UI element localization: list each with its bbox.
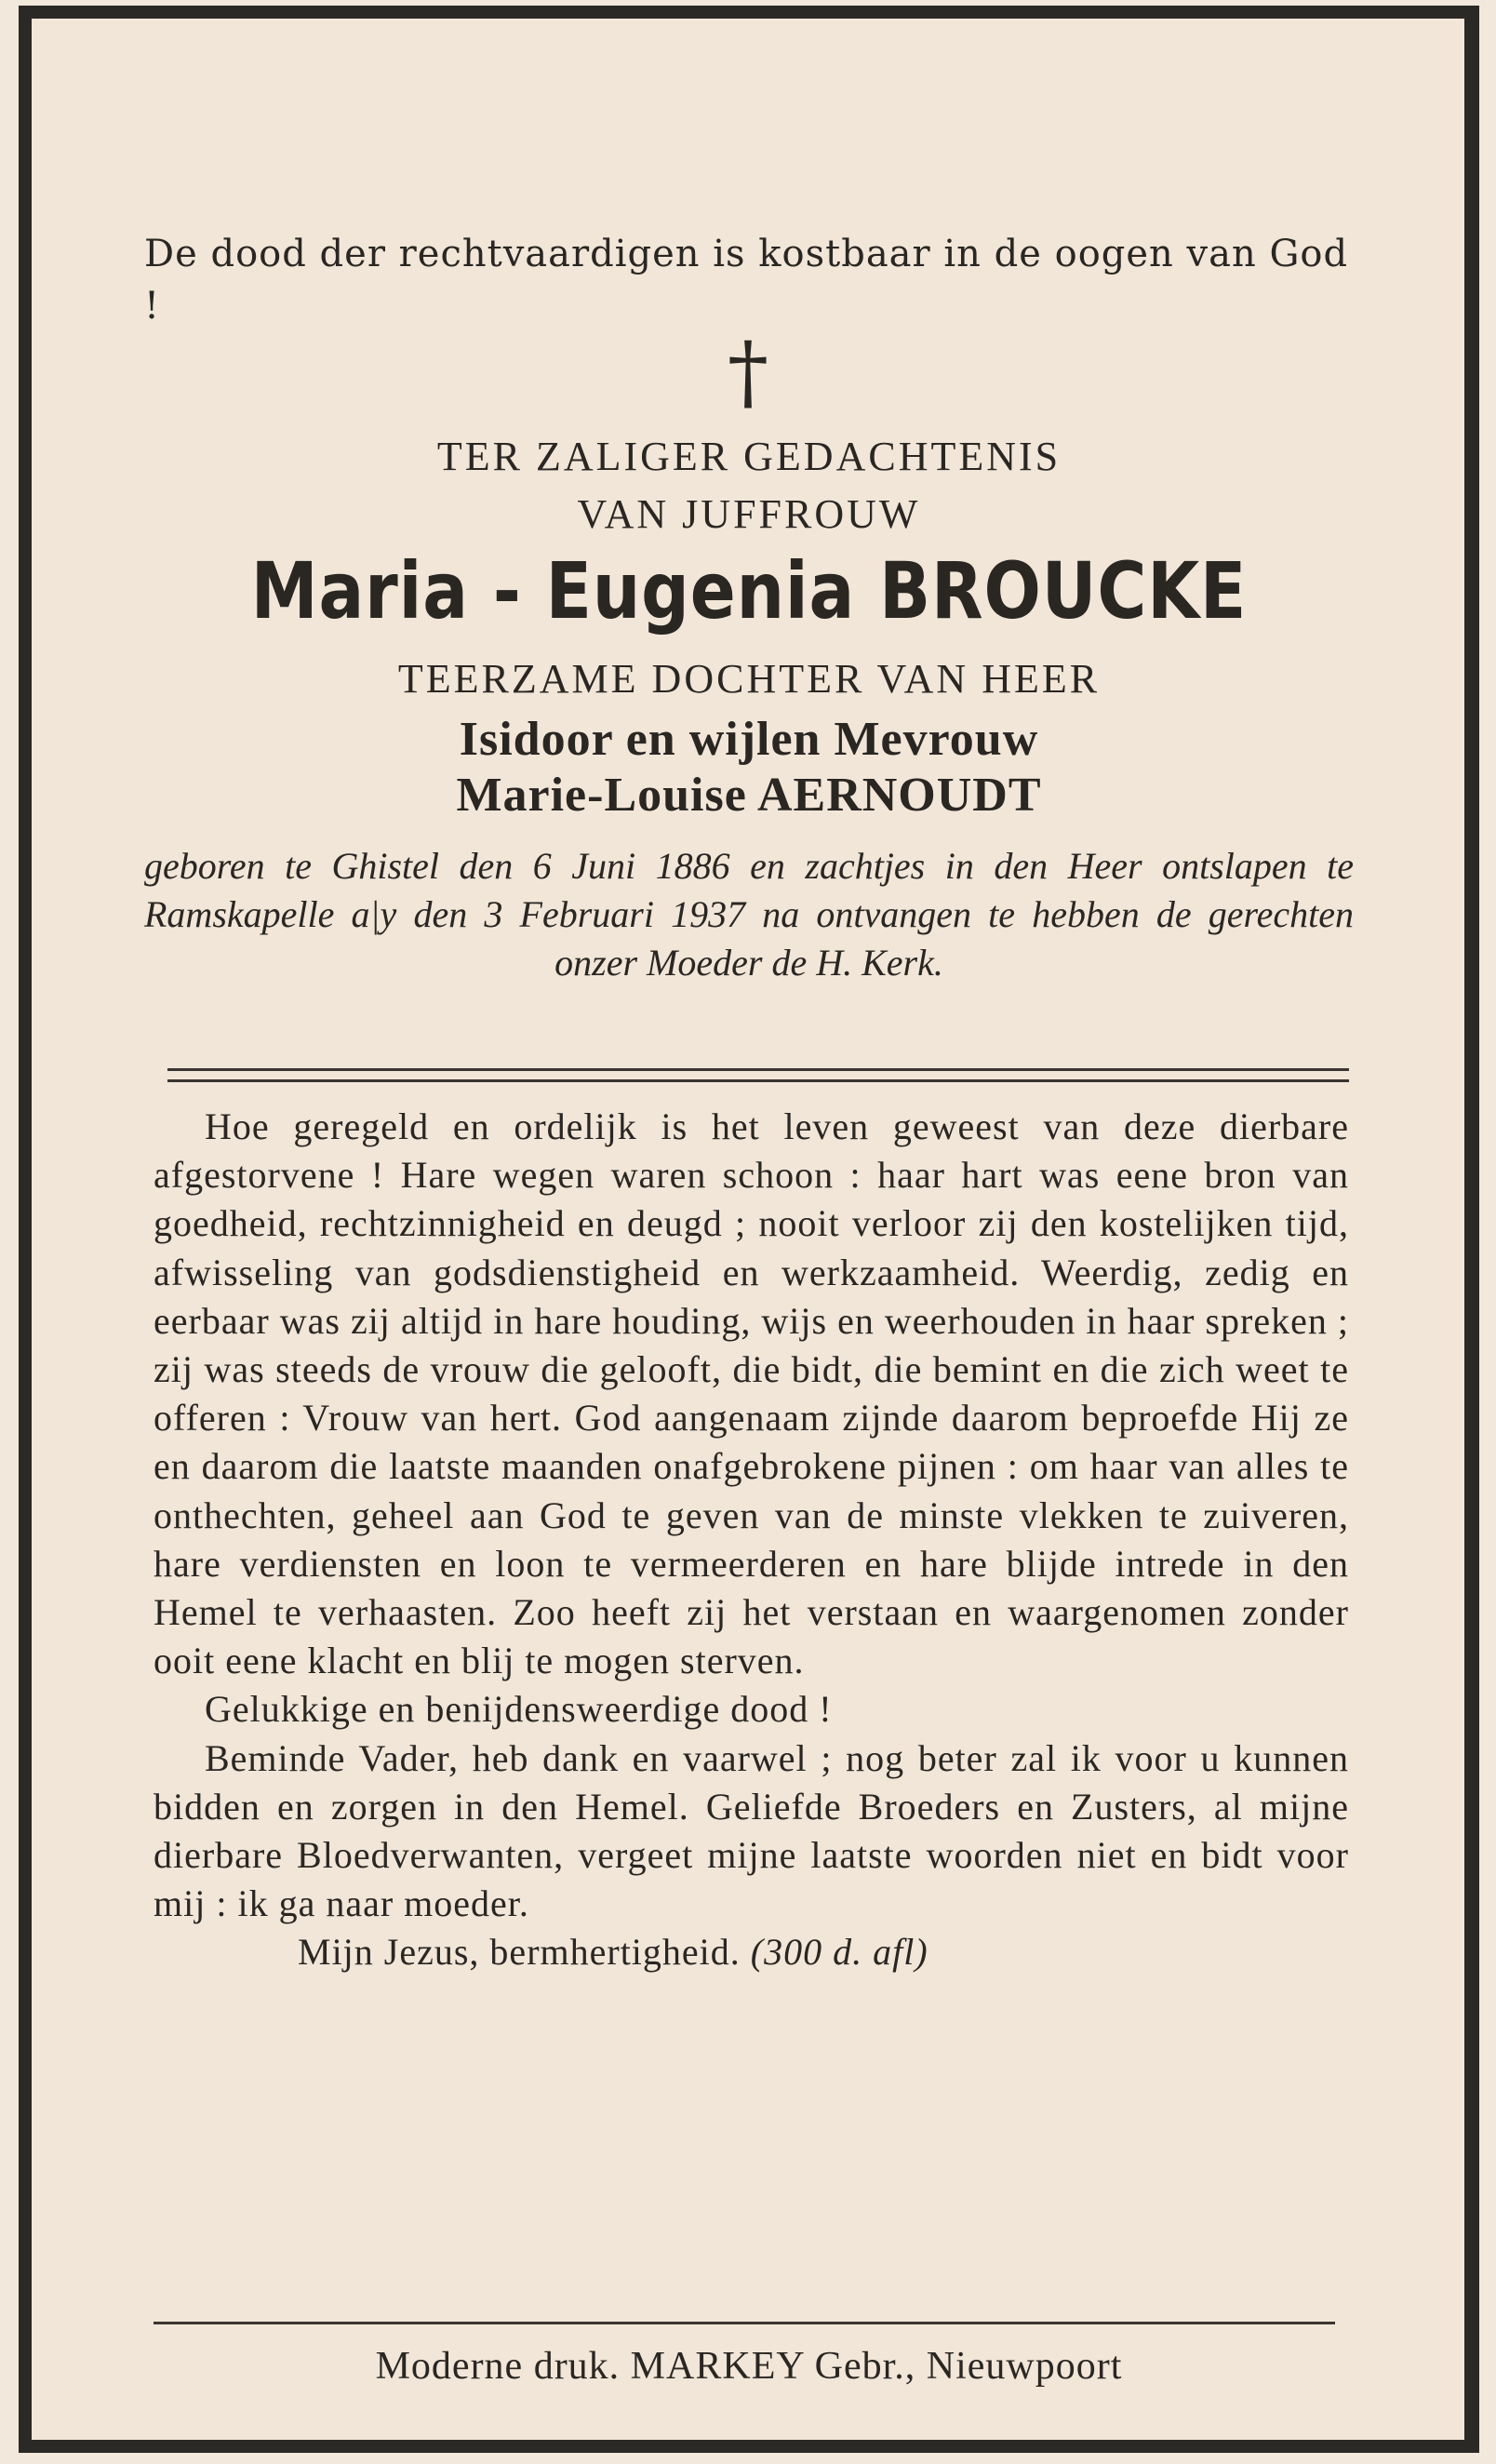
eulogy-paragraph-1: Hoe geregeld en ordelijk is het leven geweest van deze dierbare afgestorvene ! Hare wegen waren schoon : haar hart was eene bron van goedheid, rechtzinnigheid en deugd ; nooit verloor zij den kostelijken tijd, afwisseling van godsdienstigheid en werkzaamheid. Weerdig, zedig en eerbaar was zij altijd in hare houding, wijs en weerhouden in haar spreken ; zij was steeds de vrouw die gelooft, die bidt, die bemint en die zich weet te offeren : Vrouw van hert. God aangenaam zijnde daarom beproefde Hij ze en daarom die laatste maanden onafgebrokene pijnen : om haar van alles te onthechten, geheel aan God te geven van de minste vlekken te zuiveren, hare verdiensten en loon te vermeerderen en hare blijde intrede in den Hemel te verhaasten. Zoo heeft zij het verstaan en waargenomen zonder ooit eene klacht en blij te mogen sterven.	[154, 1105, 1349, 1682]
eulogy-paragraph-3: Beminde Vader, heb dank en vaarwel ; nog beter zal ik voor u kunnen bidden en zorgen in den Hemel. Geliefde Broeders en Zusters, al mijne dierbare Bloedverwanten, vergeet mijne laatste woorden niet en bidt voor mij : ik ga naar moeder.	[154, 1736, 1349, 1925]
eulogy-paragraph-2: Gelukkige en benijdensweerdige dood !	[205, 1688, 833, 1731]
parents-line-2: Marie-Louise AERNOUDT	[456, 769, 1042, 822]
prayer-text: Mijn Jezus, bermhertigheid.	[298, 1931, 741, 1974]
eulogy-text	[154, 1103, 1349, 1977]
parents-line-1: Isidoor en wijlen Mevrouw	[459, 713, 1039, 766]
memorial-line-2: VAN JUFFROUW	[577, 491, 921, 537]
deceased-name: Maria - Eugenia BROUCKE	[250, 545, 1248, 636]
indulgence-note: (300 d. afl)	[750, 1931, 928, 1974]
divider-rule-bottom	[167, 1079, 1349, 1082]
printer-credit: Moderne druk. MARKEY Gebr., Nieuwpoort	[375, 2345, 1123, 2388]
divider-rule-top	[167, 1068, 1349, 1071]
daughter-line: TEERZAME DOCHTER VAN HEER	[397, 656, 1101, 702]
epigraph: De dood der rechtvaardigen is kostbaar in de oogen van God !	[144, 233, 1349, 328]
memorial-line-1: TER ZALIGER GEDACHTENIS	[436, 434, 1062, 479]
prayer-line	[154, 1928, 1349, 1976]
divider-rule-footer	[154, 2322, 1335, 2324]
memorial-heading	[144, 428, 1354, 543]
birth-death-text: geboren te Ghistel den 6 Juni 1886 en zachtjes in den Heer ontslapen te Ramskapelle a|y den 3 Februari 1937 na ontvangen te hebben de gerechten onzer Moeder de H. Kerk.	[144, 845, 1354, 984]
cross-icon: †	[728, 324, 768, 420]
parents-names	[144, 712, 1354, 824]
